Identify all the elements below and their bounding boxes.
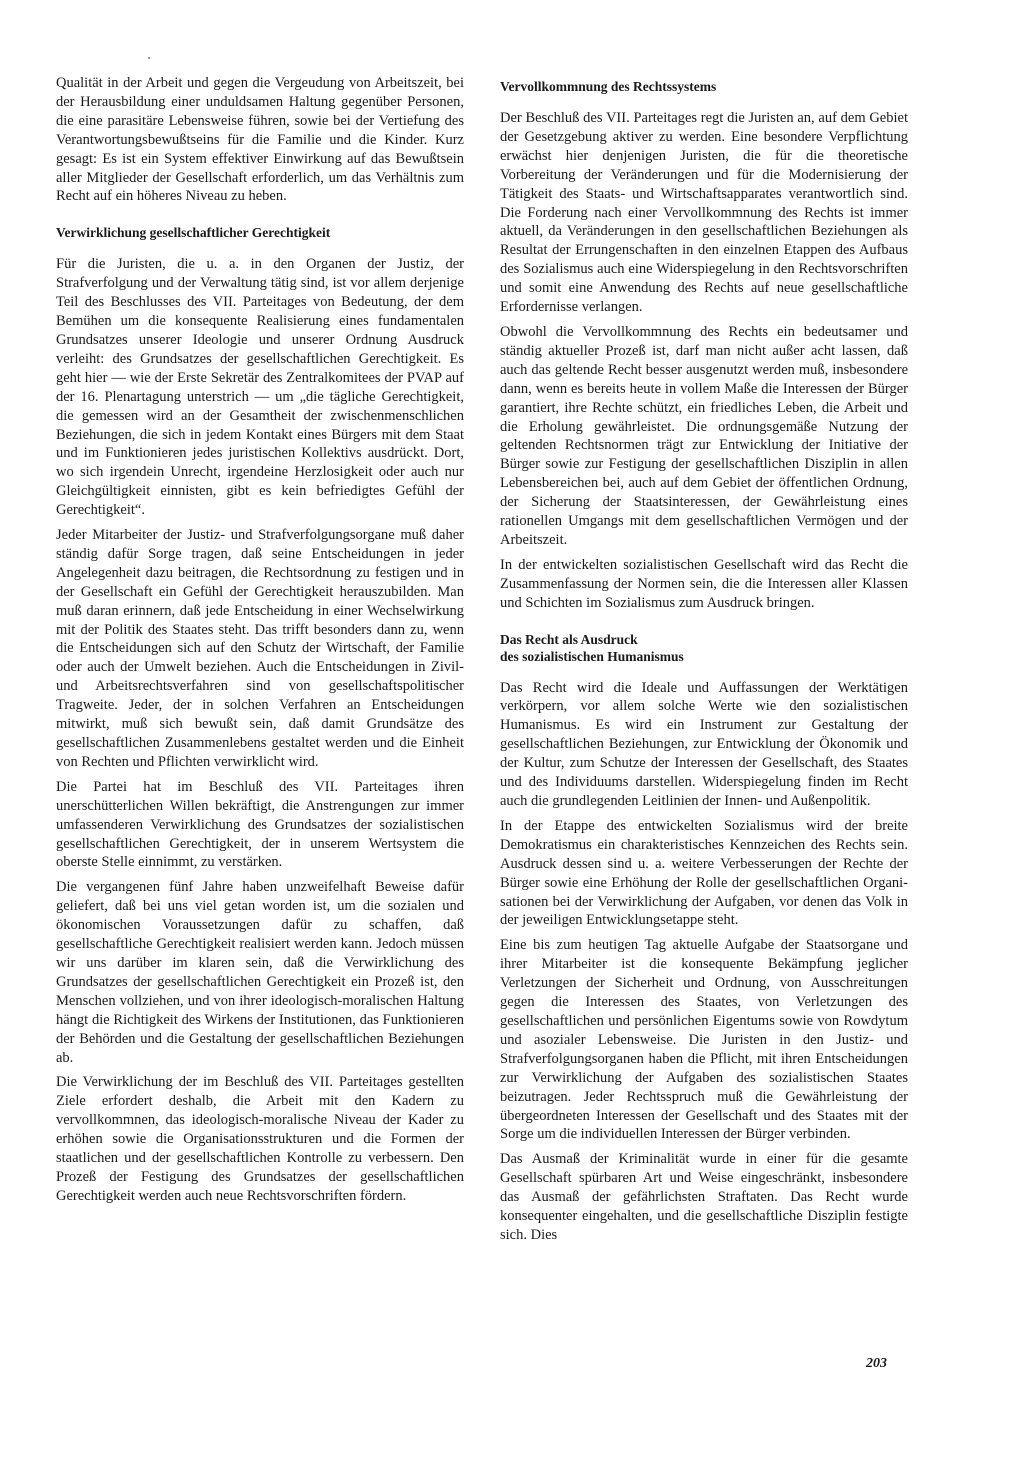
section-heading-line: Das Recht als Ausdruck (500, 631, 638, 647)
paragraph: Die Verwirklichung der im Beschluß des VII. Parteitages gestellten Ziele erfordert deshalb, die Arbeit mit den Kadern zu vervollkommnen, das ideologisch-moralische Niveau der Kader zu erhöhen sowie die Organisationsstrukturen und die Formen der staatlichen und der gesellschaftlichen Kontrolle zu verbessern. Den Prozeß der Festigung des Grundsatzes der gesellschaftlichen Gerechtigkeit werden auch neue Rechtsvorschriften fördern. (56, 1074, 464, 1204)
paragraph: Eine bis zum heutigen Tag aktuelle Aufgabe der Staatsorgane und ihrer Mitarbeiter ist die konsequente Bekämpfung jeglicher Verletzungen der Sicherheit und Ordnung, von Ausschreitungen gegen die Interessen des Staates, von Verletzungen des gesellschaftlichen und persönlichen Eigentums sowie von Rowdytum und asozialer Lebensweise. Die Juristen in den Justiz- und Strafverfolgungsorganen haben die Pflicht, mit ihren Entscheidungen zur Verwirklichung der Aufgaben des sozialistischen Staates beizutragen. Jeder Rechtsspruch muß die Gewährleistung der übergeordneten Interessen der Gesellschaft und des Staates mit der Sorge um die individuellen Interessen der Bürger verbinden. (500, 937, 908, 1143)
paragraph: Der Beschluß des VII. Parteitages regt die Juristen an, auf dem Gebiet der Gesetzgebung aktiver zu werden. Eine besondere Verpflichtung erwächst hier denjenigen Juristen, die für die theoretische Vorbereitung der Veränderungen und für die Modernisierung der Tätigkeit des Staats- und Wirtschaftsapparates verantwortlich sind. Die Forderung nach einer Vervollkommnung des Rechts ist immer aktuell, da Veränderungen in den gesellschaftlichen Beziehungen als Resultat der Errungenschaften in den einzelnen Etappen des Aufbaus des Sozialismus auch eine Widerspiegelung in den Rechtsvorschriften und somit eine Anwendung des Rechts auf neue gesellschaftliche Erfordernisse verlangen. (500, 110, 908, 316)
left-column (56, 74, 464, 1212)
paragraph: In der entwickelten sozialistischen Gesellschaft wird das Recht die Zusammenfassung der Normen sein, die die Interessen aller Klassen und Schichten im Sozialismus zum Ausdruck bringen. (500, 556, 908, 611)
page-number: 203 (866, 1356, 887, 1371)
paragraph: Die vergangenen fünf Jahre haben unzweifelhaft Beweise dafür geliefert, daß bei uns viel getan worden ist, um die sozialen und ökonomischen Voraussetzungen dafür zu schaffen, daß gesellschaftliche Gerechtigkeit realisiert werden kann. Jedoch müssen wir uns darüber im klaren sein, daß die Verwirklichung des Grundsatzes der gesellschaftlichen Gerechtigkeit ein Prozeß ist, den Menschen vollziehen, und von ihrer ideologisch-moralischen Haltung hängt die Richtigkeit des Wirkens der Institutionen, das Funktionieren der Behörden und die Gestaltung der gesellschaftlichen Beziehungen ab. (56, 879, 464, 1066)
section-heading: Vervollkommnung des Rechtssystems (500, 79, 717, 94)
paragraph: Jeder Mitarbeiter der Justiz- und Strafverfolgungsorgane muß daher ständig dafür Sorge tragen, daß seine Entscheidungen in jeder Angelegenheit dazu beitragen, die Rechtsordnung zu festigen und in der Gesellschaft ein Gefühl der Gerechtigkeit herauszubilden. Man muß daran erinnern, daß jede Entscheidung in einer Wechselwirkung mit der Politik des Staates steht. Das trifft besonders dann zu, wenn die Entscheidungen sich auf den Schutz der Wirtschaft, der Familie oder auch der Umwelt beziehen. Auch die Entscheidungen in Zivil- und Arbeitsrechtsverfahren sind von gesellschaftspolitischer Tragweite. Jeder, der in solchen Verfahren an Entscheidungen mitwirkt, muß sich bewußt sein, daß damit Grundsätze des gesellschaftlichen Zusammenlebens gestaltet werden und die Einheit von Rechten und Pflichten verwirklicht wird. (56, 527, 464, 770)
paragraph: Obwohl die Vervollkommnung des Rechts ein bedeutsamer und ständig aktueller Prozeß ist, darf man nicht außer acht lassen, daß auch das geltende Recht besser ausgenutzt werden muß, insbesondere dann, wenn es bereits heute in vollem Maße die Interessen der Bürger garantiert, ihre Rechte schützt, ein friedliches Leben, die Arbeit und die Erholung gewährleistet. Die ordnungsgemäße Nutzung der geltenden Rechtsnormen trägt zur Entwicklung der Initiative der Bürger sowie zur Festigung der gesellschaftlichen Disziplin in allen Lebensbereichen bei, auch auf dem Gebiet der öffentlichen Ordnung, der Sicherung der Staatsinteressen, der Gewährleistung eines rationellen Umgangs mit dem gesellschaftlichen Vermögen und der Arbeitszeit. (500, 323, 908, 548)
paragraph: Das Ausmaß der Kriminalität wurde in einer für die gesamte Gesellschaft spürbaren Art und Weise eingeschränkt, insbesondere das Ausmaß der gefährlichsten Straftaten. Das Recht wurde konsequenter eingehalten, und die gesellschaftliche Disziplin festigte sich. Dies (500, 1151, 908, 1243)
paragraph: Qualität in der Arbeit und gegen die Vergeudung von Arbeitszeit, bei der Herausbildung einer unduldsamen Haltung gegenüber Personen, die eine parasitäre Lebensweise führen, sowie bei der Vertiefung des Verantwortungsbewußtseins für die Familie und die Kinder. Kurz gesagt: Es ist ein System effektiver Einwirkung auf das Bewußtsein aller Mitglieder der Gesellschaft erforderlich, um das Verhältnis zum Recht auf ein höheres Niveau zu heben. (56, 75, 464, 205)
paragraph: Die Partei hat im Beschluß des VII. Parteitages ihren unerschütterlichen Willen bekräftigt, die Anstrengungen zur immer umfassenderen Verwirklichung des Grundsatzes der sozialistischen gesellschaftlichen Gerechtigkeit, der in unserem Wertsystem die oberste Stelle einnimmt, zu verstärken. (56, 778, 464, 871)
scan-speck (148, 57, 150, 59)
right-column (500, 74, 908, 1251)
paragraph: Für die Juristen, die u. a. in den Organen der Justiz, der Strafverfolgung und der Verwaltung tätig sind, ist vor allem derjenige Teil des Beschlusses des VII. Parteitages von Bedeutung, der dem Bemühen um die konsequente Realisierung eines fundamentalen Grundsatzes unserer Ideologie und unserer Ordnung Ausdruck verleiht: des Grundsatzes der gesellschaftlichen Gerechtigkeit. Es geht hier — wie der Erste Sekretär des Zentralkomitees der PVAP auf der 16. Plenartagung unterstrich — um „die tägliche Gerechtigkeit, die gemessen wird an der Gesamtheit der zwischenmenschlichen Beziehungen, die sich in jedem Kontakt eines Bürgers mit dem Staat und im Funktionieren jedes juristischen Kollektivs ausdrückt. Dort, wo sich irgendein Unrecht, irgendeine Herzlosigkeit oder auch nur Gleichgültigkeit einnisten, gibt es kein befriedigtes Gefühl der Gerechtigkeit“. (56, 256, 464, 519)
paragraph: In der Etappe des entwickelten Sozialismus wird der breite Demokratismus ein charakteristisches Kennzeichen des Rechts sein. Ausdruck dessen sind u. a. weitere Verbesserungen der Rechte der Bürger sowie eine Erhöhung der Rolle der gesellschaftlichen Organisationen bei der Verwirklichung der Aufgaben, vor denen das Volk in der jeweiligen Entwicklungsetappe steht. (500, 817, 908, 929)
section-heading-line: des sozialistischen Humanismus (500, 648, 684, 664)
section-heading: Verwirklichung gesellschaftlicher Gerechtigkeit (56, 225, 331, 241)
paragraph: Das Recht wird die Ideale und Auffassungen der Werktätigen verkörpern, vor allem solche Werte wie den sozialistischen Humanismus. Es wird ein Instrument zur Gestaltung der gesellschaftlichen Beziehungen, zur Entwicklung der Ökonomik und der Kultur, zum Schutze der Interessen der Gesellschaft, des Staates und des Individuums darstellen. Widerspiegelung finden im Recht auch die grundlegenden Leitlinien der Innen- und Außenpolitik. (500, 679, 908, 809)
section-heading (500, 631, 908, 665)
